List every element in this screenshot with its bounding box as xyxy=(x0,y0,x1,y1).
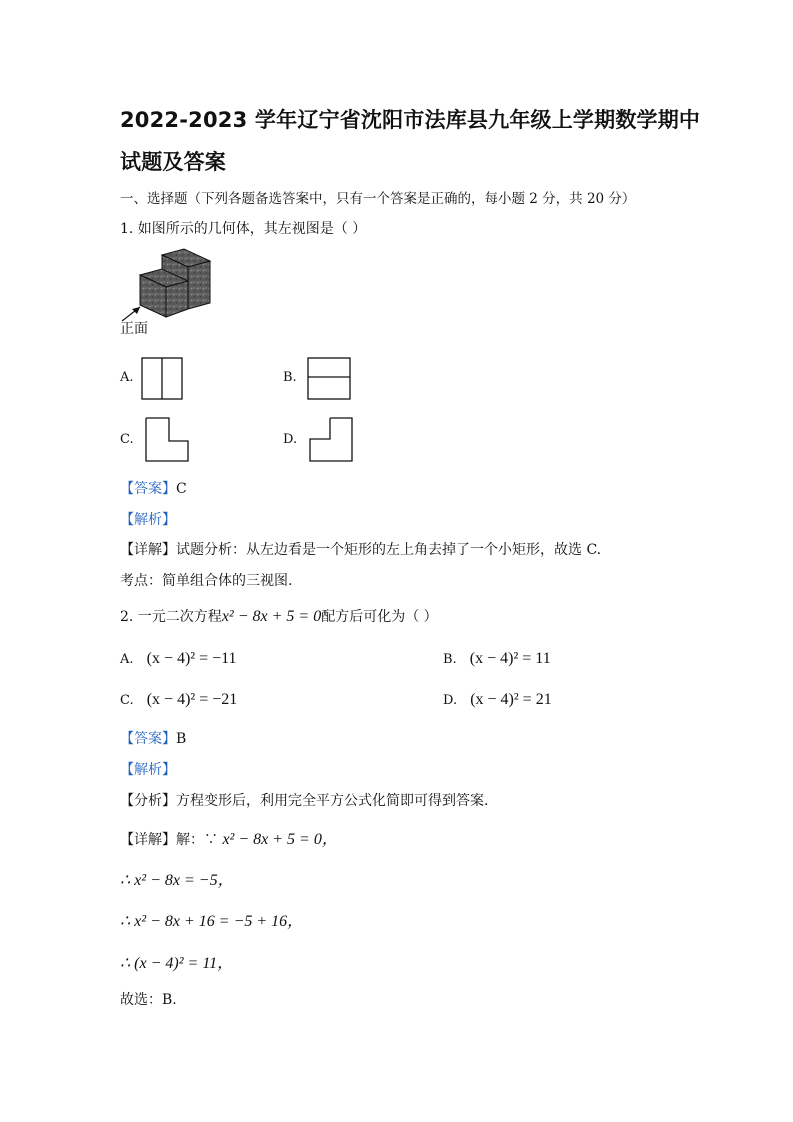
q2-step-3: ∴ (x − 4)² = 11， xyxy=(120,955,234,972)
q1-stem: 1. 如图所示的几何体，其左视图是（ ） xyxy=(120,221,367,237)
q1-option-a-label: A. xyxy=(120,370,134,385)
q2-option-d-label: D. xyxy=(443,693,458,708)
q2-stem-suffix: 配方后可化为（ ） xyxy=(321,609,438,625)
q2-option-d-expr: (x − 4)² = 21 xyxy=(470,691,552,708)
q1-option-a-figure xyxy=(141,357,185,401)
q2-option-b-label: B. xyxy=(443,652,457,667)
q1-option-b-figure xyxy=(307,357,353,401)
q2-fenxi-text: 方程变形后，利用完全平方公式化简即可得到答案. xyxy=(176,793,489,809)
page-title-line2: 试题及答案 xyxy=(120,150,226,174)
q1-detail-text: 试题分析：从左边看是一个矩形的左上角去掉了一个小矩形，故选 C. xyxy=(176,542,602,558)
q2-option-b xyxy=(443,648,551,668)
q1-answer-value: C xyxy=(176,481,187,497)
q2-option-b-expr: (x − 4)² = 11 xyxy=(469,650,551,667)
q2-analysis-tag: 【解析】 xyxy=(120,762,176,778)
q2-detail-tag: 【详解】 xyxy=(120,832,176,848)
q2-option-a-label: A. xyxy=(120,652,134,667)
q2-option-c xyxy=(120,689,237,709)
q1-option-c-figure xyxy=(145,417,191,463)
q1-option-b-label: B. xyxy=(283,370,297,385)
q2-stem-line xyxy=(120,606,438,626)
q2-option-d xyxy=(443,689,552,709)
q2-stem-prefix: 2. 一元二次方程 xyxy=(120,609,222,625)
q2-option-c-label: C. xyxy=(120,693,134,708)
page-title-line1: 2022-2023 学年辽宁省沈阳市法库县九年级上学期数学期中 xyxy=(120,108,701,132)
q2-step-1: ∴ x² − 8x = −5， xyxy=(120,872,234,889)
q2-fenxi-line xyxy=(120,790,488,810)
q1-note: 考点：简单组合体的三视图. xyxy=(120,573,293,589)
q2-answer-tag: 【答案】 xyxy=(120,731,176,747)
q2-stem-equation: x² − 8x + 5 = 0 xyxy=(221,608,322,625)
q2-step-0: x² − 8x + 5 = 0， xyxy=(222,831,338,848)
q2-option-a-expr: (x − 4)² = −11 xyxy=(146,650,237,667)
q2-option-a xyxy=(120,648,237,668)
q1-option-c-label: C. xyxy=(120,432,134,447)
q2-step-2: ∴ x² − 8x + 16 = −5 + 16， xyxy=(120,913,304,930)
q2-answer-value: B xyxy=(176,731,187,747)
q2-option-c-expr: (x − 4)² = −21 xyxy=(146,691,238,708)
q1-answer-tag: 【答案】 xyxy=(120,481,176,497)
q2-detail-line xyxy=(120,826,338,849)
q1-option-d-figure xyxy=(309,417,355,463)
q1-front-label: 正面 xyxy=(120,321,148,337)
section-heading: 一、选择题（下列各题备选答案中，只有一个答案是正确的，每小题 2 分，共 20 分） xyxy=(120,191,636,207)
q1-solid-figure xyxy=(118,245,228,325)
q1-detail-line xyxy=(120,539,601,559)
q2-conclusion: 故选：B. xyxy=(120,992,177,1008)
q2-detail-prefix: 解：∵ xyxy=(176,832,218,848)
q1-detail-tag: 【详解】 xyxy=(120,542,176,558)
q2-fenxi-tag: 【分析】 xyxy=(120,793,176,809)
q2-answer-line xyxy=(120,728,186,748)
q1-answer-line xyxy=(120,478,187,498)
q1-option-d-label: D. xyxy=(283,432,298,447)
q1-analysis-tag: 【解析】 xyxy=(120,512,176,528)
